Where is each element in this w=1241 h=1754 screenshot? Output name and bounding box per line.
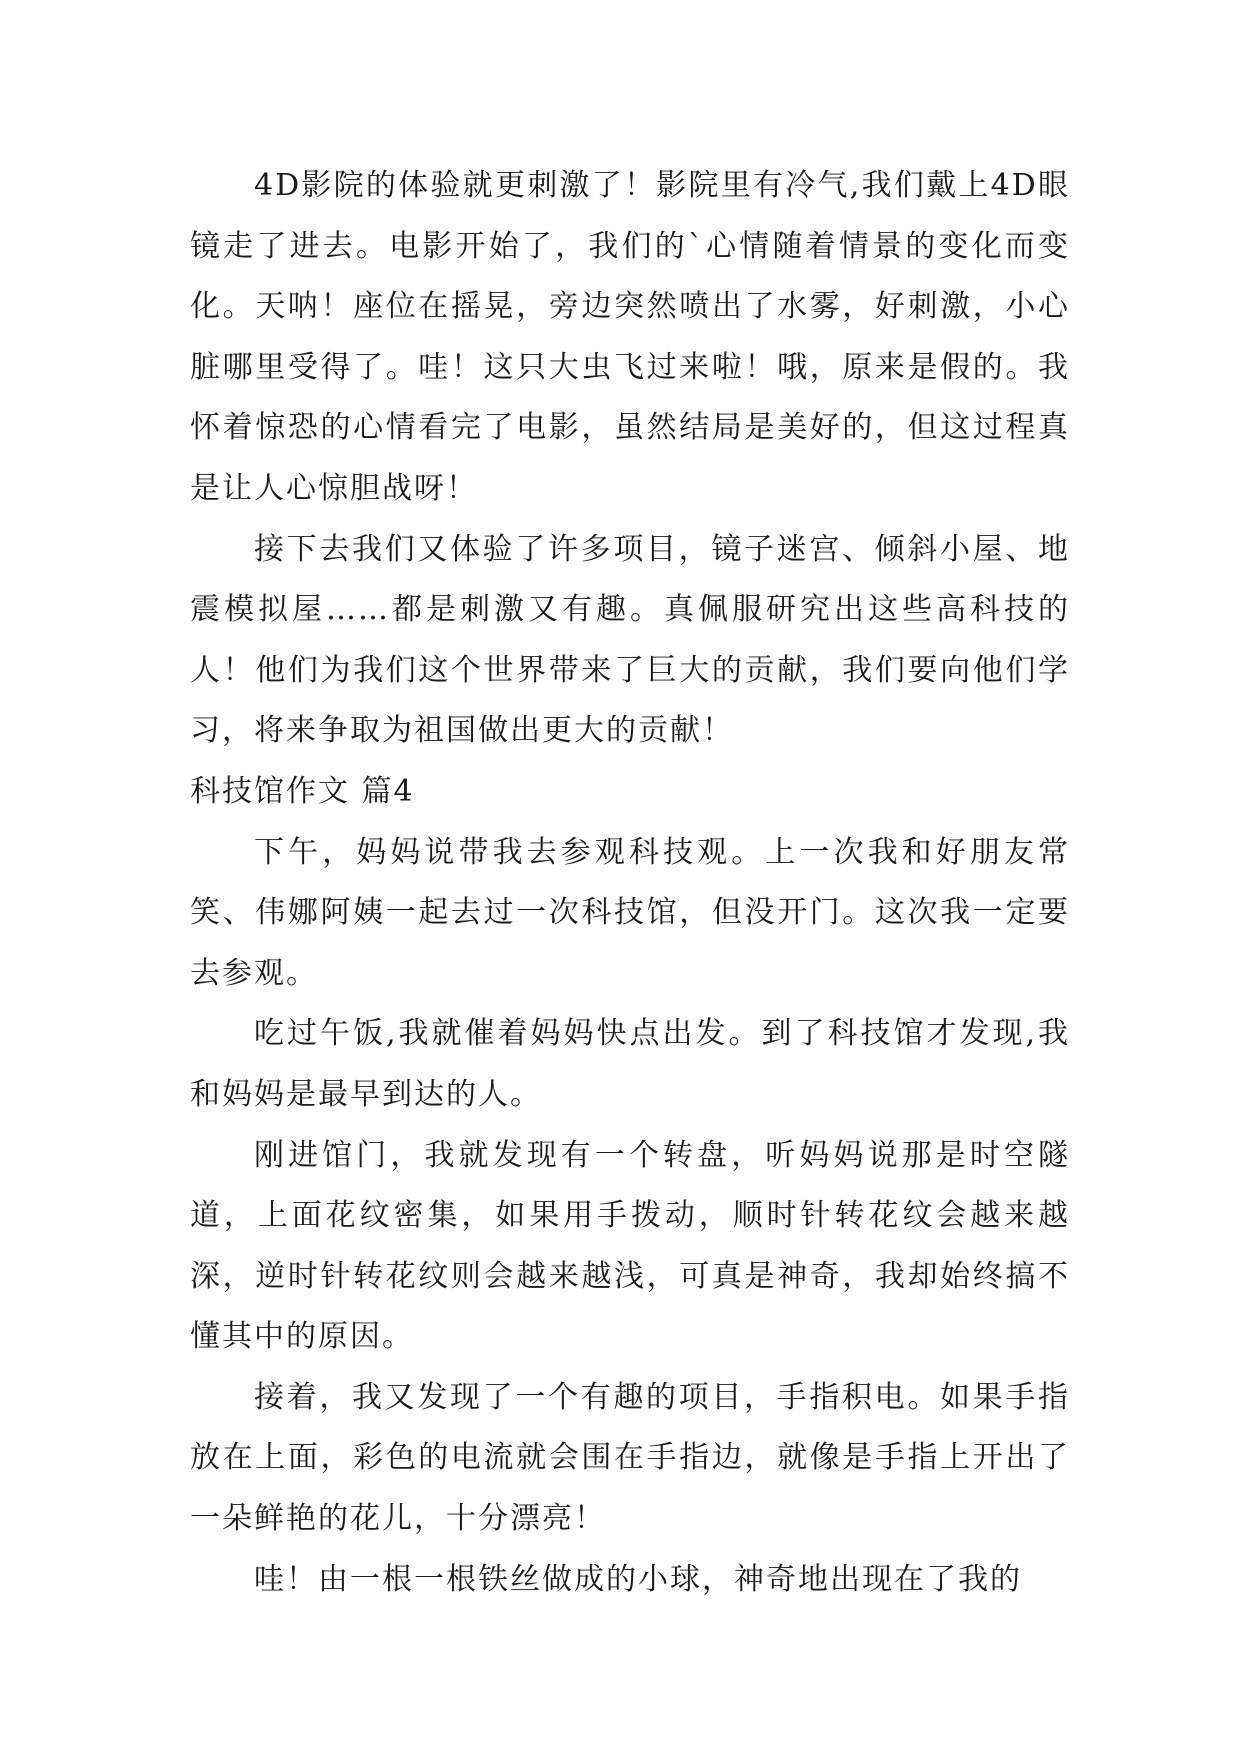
paragraph-afternoon-visit: 下午，妈妈说带我去参观科技观。上一次我和好朋友常笑、伟娜阿姨一起去过一次科技馆，但没开门。这次我一定要去参观。 — [190, 834, 1070, 991]
paragraph-time-tunnel: 刚进馆门，我就发现有一个转盘，听妈妈说那是时空隧道，上面花纹密集，如果用手拨动，顺时针转花纹会越来越深，逆时针转花纹则会越来越浅，可真是神奇，我却始终搞不懂其中的原因。 — [190, 1137, 1070, 1355]
paragraph-wire-ball: 哇！由一根一根铁丝做成的小球，神奇地出现在了我的 — [254, 1561, 1022, 1597]
paragraph-other-exhibits: 接下去我们又体验了许多项目，镜子迷宫、倾斜小屋、地震模拟屋……都是刺激又有趣。真佩服研究出这些高科技的人！他们为我们这个世界带来了巨大的贡献，我们要向他们学习，将来争取为祖国做出更大的贡献！ — [190, 531, 1070, 749]
paragraph-after-lunch: 吃过午饭,我就催着妈妈快点出发。到了科技馆才发现,我和妈妈是最早到达的人。 — [190, 1016, 1070, 1112]
paragraph-finger-electricity: 接着，我又发现了一个有趣的项目，手指积电。如果手指放在上面，彩色的电流就会围在手指边，就像是手指上开出了一朵鲜艳的花儿，十分漂亮！ — [190, 1379, 1070, 1537]
paragraph-4d-cinema: 4D影院的体验就更刺激了！影院里有冷气,我们戴上4D眼镜走了进去。电影开始了，我们的`心情随着情景的变化而变化。天呐！座位在摇晃，旁边突然喷出了水雾，好刺激，小心脏哪里受得了。哇！这只大虫飞过来啦！哦，原来是假的。我怀着惊恐的心情看完了电影，虽然结局是美好的，但这过程真是让人心惊胆战呀！ — [190, 168, 1070, 506]
section-title: 科技馆作文 篇4 — [190, 773, 415, 809]
article-body — [190, 156, 1070, 1610]
